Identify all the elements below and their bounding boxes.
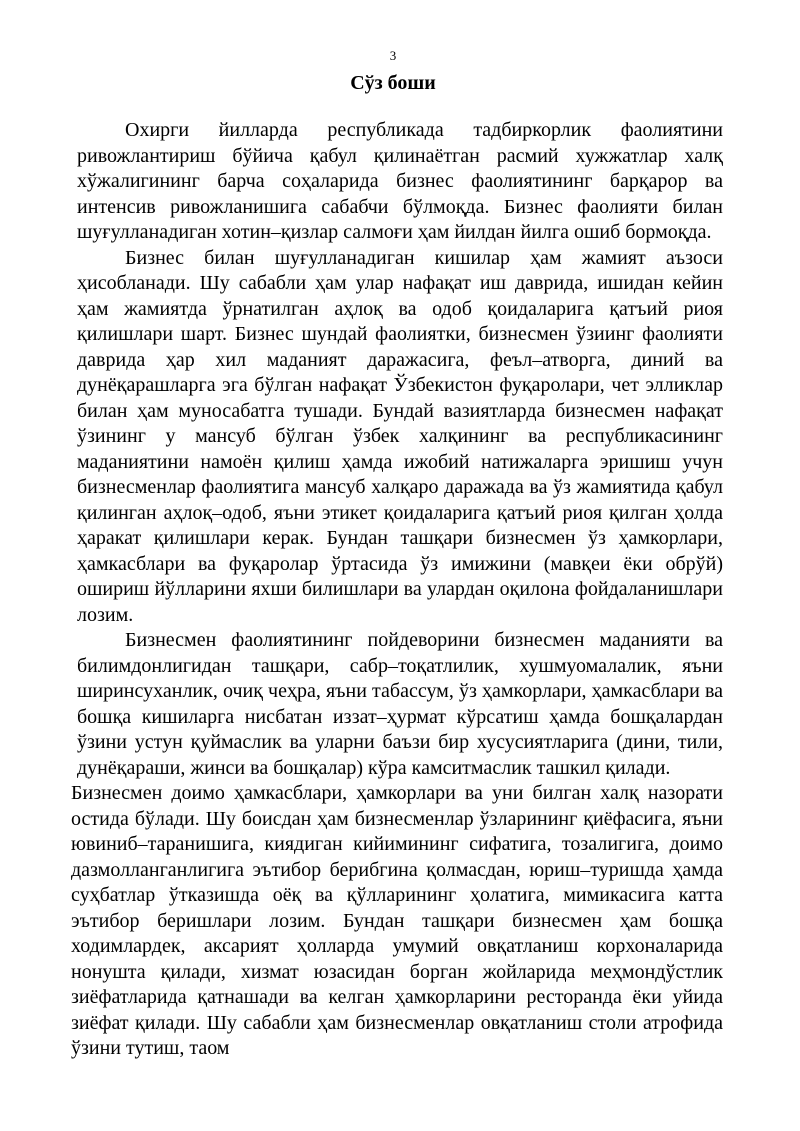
paragraph-1: Охирги йилларда республикада тадбиркорлик фаолиятини ривожлантириш бўйича қабул қилинаётган расмий хужжатлар халқ хўжалигининг барча соҳаларида бизнес фаолиятининг барқарор ва интенсив ривожланишига сабабчи бўлмоқда. Бизнес фаолияти билан шуғулланадиган хотин–қизлар салмоғи ҳам йилдан йилга ошиб бормоқда. <box>77 119 723 243</box>
page-number: 3 <box>389 48 397 63</box>
page-title: Сўз боши <box>350 72 436 94</box>
body-text <box>71 118 723 1062</box>
paragraph-3: Бизнесмен фаолиятининг пойдеворини бизнесмен маданияти ва билимдонлигидан ташқари, сабр–тоқатлилик, хушмуомалалик, яъни ширинсуханлик, очиқ чеҳра, яъни табассум, ўз ҳамкорлари, ҳамкасблари ва бошқа кишиларга нисбатан иззат–ҳурмат кўрсатиш ҳамда бошқалардан ўзини устун қуймаслик ва уларни баъзи бир хусусиятларига (дини, тили, дунёқараши, жинси ва бошқалар) кўра камситмаслик ташкил қилади. <box>77 629 723 779</box>
paragraph-4: Бизнесмен доимо ҳамкасблари, ҳамкорлари ва уни билган халқ назорати остида бўлади. Шу боисдан ҳам бизнесменлар ўзларининг қиёфасига, яъни ювиниб–таранишига, киядиган кийимининг сифатига, тозалигига, доимо дазмолланганлигига эътибор берибгина қолмасдан, юриш–туришда ҳамда суҳбатлар ўтказишда оёқ ва қўлларининг ҳолатига, мимикасига катта эътибор беришлари лозим. Бундан ташқари бизнесмен ҳам бошқа ходимлардек, аксарият ҳолларда умумий овқатланиш корхоналарида нонушта қилади, хизмат юзасидан борган жойларида меҳмондўстлик зиёфатларида қатнашади ва келган ҳамкорларини ресторанда ёки уйида зиёфат қилади. Шу сабабли ҳам бизнесменлар овқатланиш столи атрофида ўзини тутиш, таом <box>71 782 723 1059</box>
paragraph-2: Бизнес билан шуғулланадиган кишилар ҳам жамият аъзоси ҳисобланади. Шу сабабли ҳам улар нафақат иш даврида, ишидан кейин ҳам жамиятда ўрнатилган аҳлоқ ва одоб қоидаларига қатъий риоя қилишлари шарт. Бизнес шундай фаолиятки, бизнесмен ўзиинг фаолияти даврида ҳар хил маданият даражасига, феъл–атворга, диний ва дунёқарашларга эга бўлган нафақат Ўзбекистон фуқаролари, чет элликлар билан ҳам муносабатга тушади. Бундай вазиятларда бизнесмен нафақат ўзининг у мансуб бўлган ўзбек халқининг ва республикасининг маданиятини намоён қилиш ҳамда ижобий натижаларга эришиш учун бизнесменлар фаолиятига мансуб халқаро даражада ва ўз жамиятида қабул қилинган аҳлоқ–одоб, яъни этикет қоидаларига қатъий риоя қилган ҳолда ҳаракат қилишлари керак. Бундан ташқари бизнесмен ўз ҳамкорлари, ҳамкасблари ва фуқаролар ўртасида ўз имижини (мавқеи ёки обрўй) ошириш йўлларини яхши билишлари ва улардан оқилона фойдаланишлари лозим. <box>77 246 723 626</box>
